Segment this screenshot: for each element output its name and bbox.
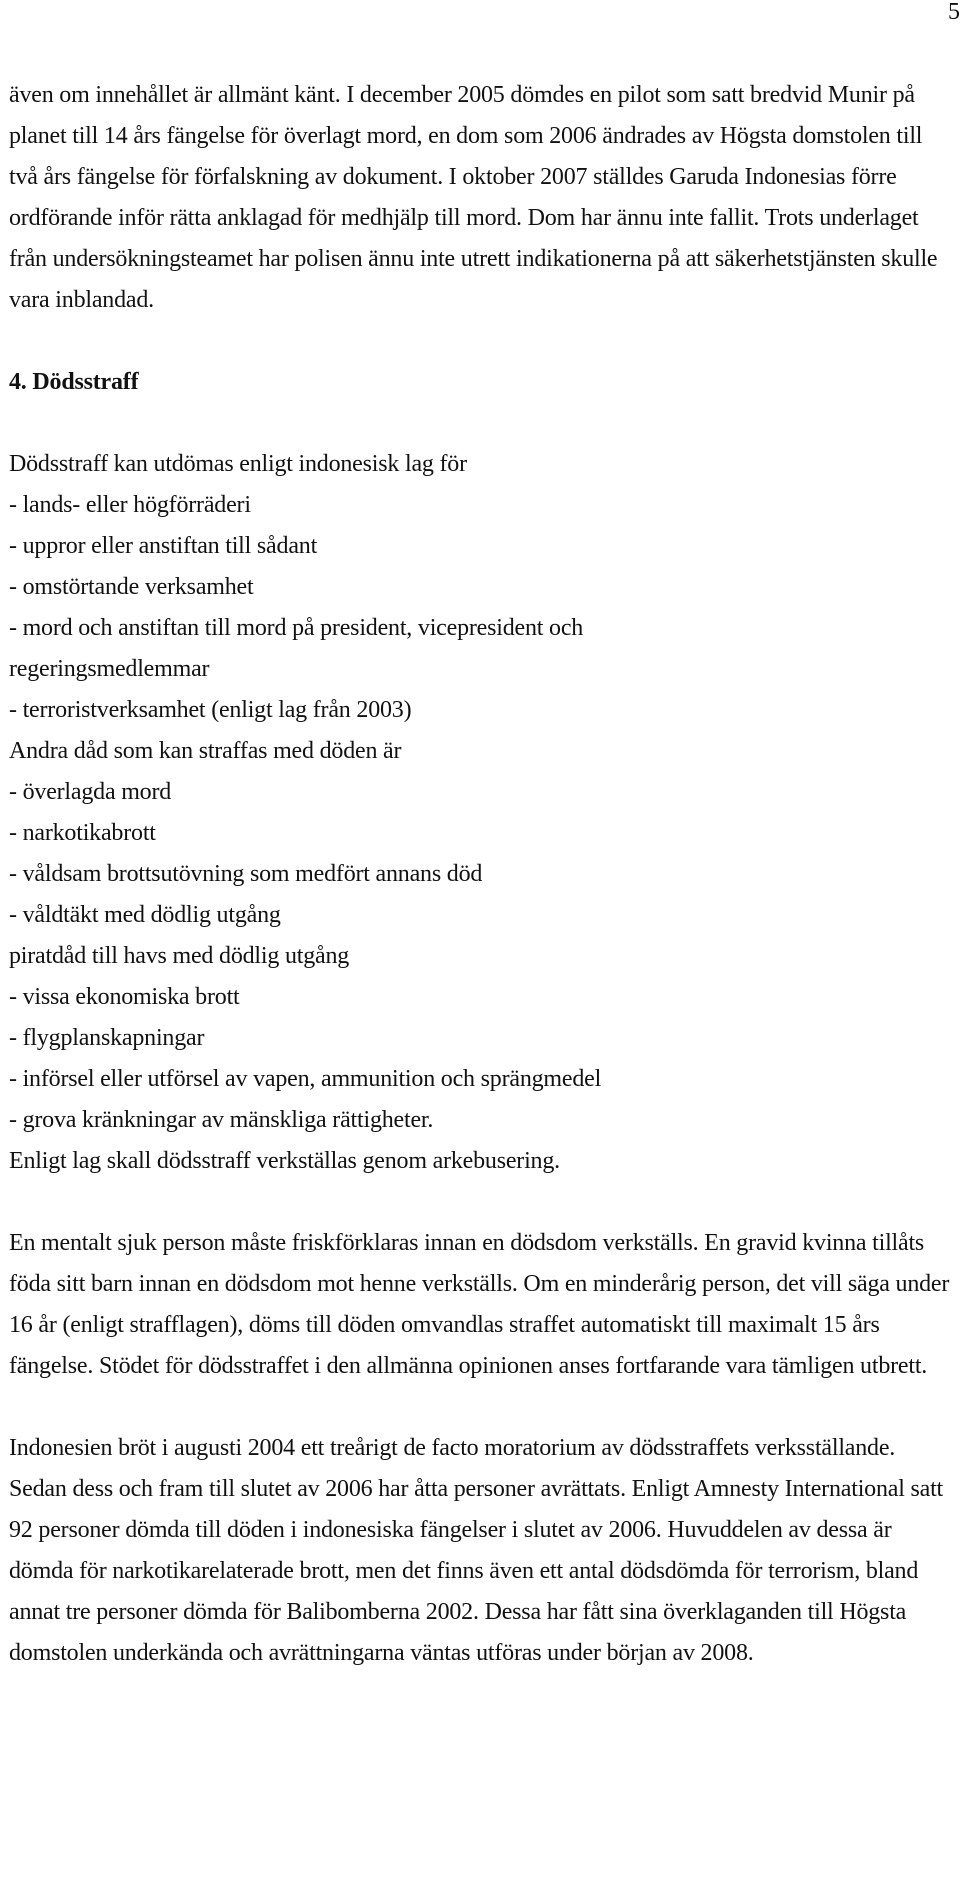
list-line: Andra dåd som kan straffas med döden är: [9, 738, 402, 764]
paragraph-moratorium: Indonesien bröt i augusti 2004 ett treårigt de facto moratorium av dödsstraffets verksställande. Sedan dess och fram till slutet av 2006 har åtta personer avrättats. Enligt Amnesty International satt 92 personer dömda till döden i indonesiska fängelser i slutet av 2006. Huvuddelen av dessa är dömda för narkotikarelaterade brott, men det finns även ett antal dödsdömda för terrorism, bland annat tre personer dömda för Balibomberna 2002. Dessa har fått sina överklaganden till Högsta domstolen underkända och avrättningarna väntas utföras under början av 2008.: [9, 1435, 944, 1666]
list-line: - omstörtande verksamhet: [9, 574, 254, 600]
list-line: regeringsmedlemmar: [9, 656, 210, 682]
list-line: - lands- eller högförräderi: [9, 492, 251, 518]
list-line: - vissa ekonomiska brott: [9, 984, 240, 1010]
death-penalty-list: [9, 444, 954, 1182]
document-body: [9, 75, 954, 1674]
list-line: Dödsstraff kan utdömas enligt indonesisk lag för: [9, 451, 467, 477]
list-line: - överlagda mord: [9, 779, 172, 805]
list-line: Enligt lag skall dödsstraff verkställas genom arkebusering.: [9, 1148, 560, 1174]
paragraph-gap: [9, 1387, 954, 1428]
page-number: 5: [948, 0, 960, 25]
list-line: - narkotikabrott: [9, 820, 156, 846]
paragraph-gap: [9, 403, 954, 444]
paragraph-gap: [9, 1182, 954, 1223]
paragraph-gap: [9, 321, 954, 362]
section-heading: 4. Dödsstraff: [9, 369, 139, 395]
list-line: - våldtäkt med dödlig utgång: [9, 902, 281, 928]
intro-paragraph: även om innehållet är allmänt känt. I december 2005 dömdes en pilot som satt bredvid Munir på planet till 14 års fängelse för överlagt mord, en dom som 2006 ändrades av Högsta domstolen till två års fängelse för förfalskning av dokument. I oktober 2007 ställdes Garuda Indonesias förre ordförande inför rätta anklagad för medhjälp till mord. Dom har ännu inte fallit. Trots underlaget från undersökningsteamet har polisen ännu inte utrett indikationerna på att säkerhetstjänsten skulle vara inblandad.: [9, 82, 938, 313]
list-line: - mord och anstiftan till mord på president, vicepresident och: [9, 615, 584, 641]
list-line: - våldsam brottsutövning som medfört annans död: [9, 861, 483, 887]
list-line: - grova kränkningar av mänskliga rättigheter.: [9, 1107, 434, 1133]
paragraph-mental-illness: En mentalt sjuk person måste friskförklaras innan en dödsdom verkställs. En gravid kvinna tillåts föda sitt barn innan en dödsdom mot henne verkställs. Om en minderårig person, det vill säga under 16 år (enligt strafflagen), döms till döden omvandlas straffet automatiskt till maximalt 15 års fängelse. Stödet för dödsstraffet i den allmänna opinionen anses fortfarande vara tämligen utbrett.: [9, 1230, 950, 1379]
list-line: - införsel eller utförsel av vapen, ammunition och sprängmedel: [9, 1066, 602, 1092]
list-line: - flygplanskapningar: [9, 1025, 205, 1051]
list-line: - uppror eller anstiftan till sådant: [9, 533, 318, 559]
list-line: - terroristverksamhet (enligt lag från 2003): [9, 697, 412, 723]
list-line: piratdåd till havs med dödlig utgång: [9, 943, 350, 969]
